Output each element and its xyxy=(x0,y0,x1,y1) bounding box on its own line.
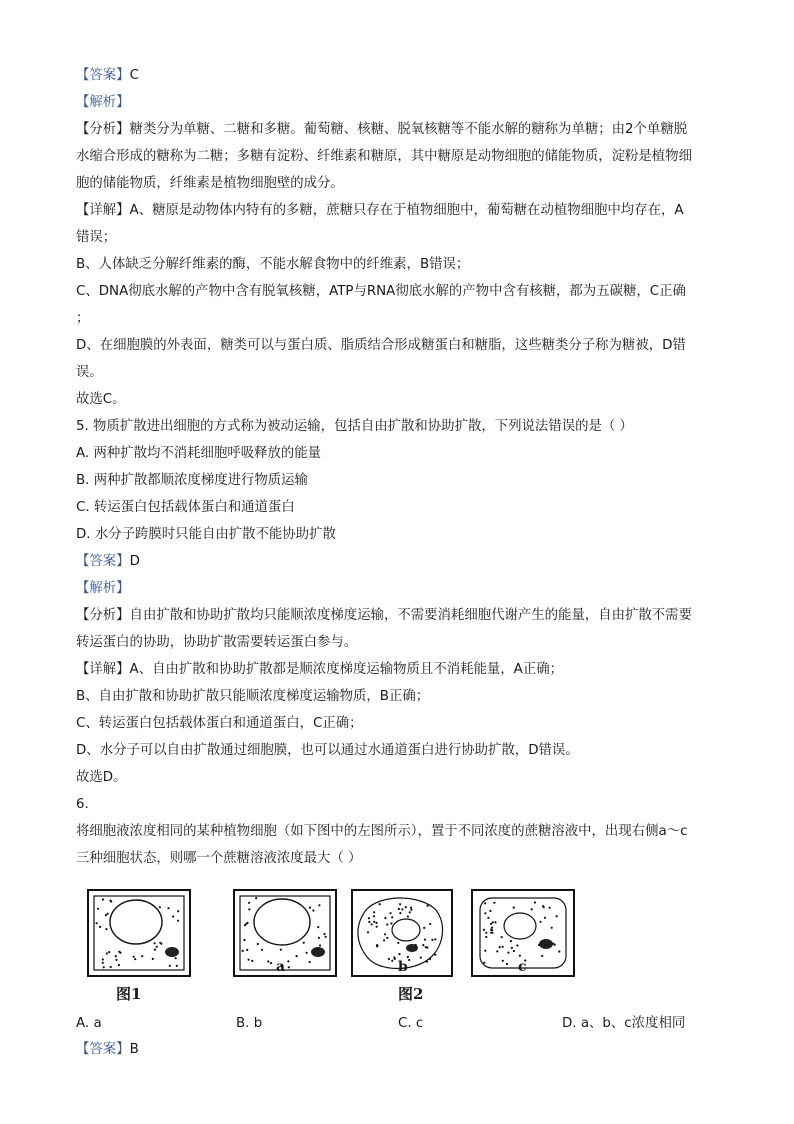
text-line xyxy=(76,687,726,707)
line-text: 三种细胞状态，则哪一个蔗糖溶液浓度最大（ ） xyxy=(76,851,362,866)
text-line xyxy=(76,714,726,734)
line-text: 故选C。 xyxy=(76,392,126,407)
text-line xyxy=(76,336,726,356)
line-text: D xyxy=(129,554,140,569)
text-line xyxy=(76,579,726,599)
line-text: 【分析】自由扩散和协助扩散均只能顺浓度梯度运输，不需要消耗细胞代谢产生的能量，自由扩散不需要 xyxy=(76,608,692,623)
line-text: 【详解】A、糖原是动物体内特有的多糖，蔗糖只存在于植物细胞中，葡萄糖在动植物细胞中均存在，A xyxy=(76,203,684,218)
answer-tag: 【答案】 xyxy=(76,1042,130,1057)
text-line xyxy=(76,552,726,572)
text-line xyxy=(76,228,726,248)
text-line xyxy=(76,471,726,491)
line-text: D、水分子可以自由扩散通过细胞膜，也可以通过水通道蛋白进行协助扩散，D错误。 xyxy=(76,743,579,758)
option-d: D. a、b、c浓度相同 xyxy=(562,1016,686,1031)
line-text: ； xyxy=(76,311,90,326)
line-text: C xyxy=(129,68,139,83)
text-line xyxy=(76,255,726,275)
text-line xyxy=(76,498,726,518)
option-a: A. a xyxy=(76,1016,102,1031)
line-text: 将细胞液浓度相同的某种植物细胞（如下图中的左图所示），置于不同浓度的蔗糖溶液中，出现右侧a～c xyxy=(76,824,688,839)
cell-label-c: c xyxy=(518,959,527,975)
text-line xyxy=(76,120,726,140)
cell-label-a: a xyxy=(276,959,286,975)
text-line xyxy=(76,282,726,302)
line-text: A. 两种扩散均不消耗细胞呼吸释放的能量 xyxy=(76,446,322,461)
plant-cells-diagram xyxy=(80,886,600,1004)
section-tag: 【答案】 xyxy=(76,68,130,83)
line-text: C、转运蛋白包括载体蛋白和通道蛋白，C正确； xyxy=(76,716,363,731)
text-line xyxy=(76,822,726,842)
line-text: C、DNA彻底水解的产物中含有脱氧核糖，ATP与RNA彻底水解的产物中含有核糖，都为五碳糖，C正确 xyxy=(76,284,686,299)
line-text: 【详解】A、自由扩散和协助扩散都是顺浓度梯度运输物质且不消耗能量，A正确； xyxy=(76,662,563,677)
answer-value: B xyxy=(129,1042,139,1057)
line-text: C. 转运蛋白包括载体蛋白和通道蛋白 xyxy=(76,500,295,515)
text-line xyxy=(76,741,726,761)
line-text: 胞的储能物质，纤维素是植物细胞壁的成分。 xyxy=(76,176,344,191)
text-line xyxy=(76,849,726,869)
text-line xyxy=(76,309,726,329)
text-line xyxy=(76,444,726,464)
figure-2-label: 图2 xyxy=(398,985,424,1003)
text-line xyxy=(76,633,726,653)
section-tag: 【答案】 xyxy=(76,554,130,569)
text-line xyxy=(76,390,726,410)
line-text: 错误； xyxy=(76,230,117,245)
line-text: 6. xyxy=(76,797,89,812)
line-text: B、自由扩散和协助扩散只能顺浓度梯度运输物质，B正确； xyxy=(76,689,430,704)
cell-figure xyxy=(80,886,600,1004)
option-b: B. b xyxy=(236,1016,263,1031)
text-line xyxy=(76,525,726,545)
section-tag: 【解析】 xyxy=(76,581,130,596)
text-line xyxy=(76,174,726,194)
text-line xyxy=(76,768,726,788)
text-line xyxy=(76,417,726,437)
line-text: 转运蛋白的协助，协助扩散需要转运蛋白参与。 xyxy=(76,635,358,650)
text-line xyxy=(76,93,726,113)
line-text: 【分析】糖类分为单糖、二糖和多糖。葡萄糖、核糖、脱氧核糖等不能水解的糖称为单糖；由2个单糖脱 xyxy=(76,122,688,137)
text-line xyxy=(76,66,726,86)
text-line xyxy=(76,606,726,626)
final-answer xyxy=(76,1040,726,1060)
text-line xyxy=(76,201,726,221)
cell-label-b: b xyxy=(398,959,408,975)
section-tag: 【解析】 xyxy=(76,95,130,110)
line-text: B. 两种扩散都顺浓度梯度进行物质运输 xyxy=(76,473,308,488)
line-text: 故选D。 xyxy=(76,770,127,785)
line-text: 误。 xyxy=(76,365,103,380)
figure-1-label: 图1 xyxy=(116,985,142,1003)
line-text: 水缩合形成的糖称为二糖；多糖有淀粉、纤维素和糖原，其中糖原是动物细胞的储能物质，淀粉是植物细 xyxy=(76,149,692,164)
line-text: 5. 物质扩散进出细胞的方式称为被动运输，包括自由扩散和协助扩散，下列说法错误的是（ ） xyxy=(76,419,633,434)
cytoplasm-dots xyxy=(96,897,561,968)
text-line xyxy=(76,147,726,167)
line-text: D、在细胞膜的外表面，糖类可以与蛋白质、脂质结合形成糖蛋白和糖脂，这些糖类分子称为糖被，D错 xyxy=(76,338,686,353)
option-c: C. c xyxy=(398,1016,424,1031)
line-text: D. 水分子跨膜时只能自由扩散不能协助扩散 xyxy=(76,527,336,542)
text-line xyxy=(76,363,726,383)
line-text: B、人体缺乏分解纤维素的酶，不能水解食物中的纤维素，B错误； xyxy=(76,257,470,272)
text-line xyxy=(76,660,726,680)
text-line xyxy=(76,795,726,815)
